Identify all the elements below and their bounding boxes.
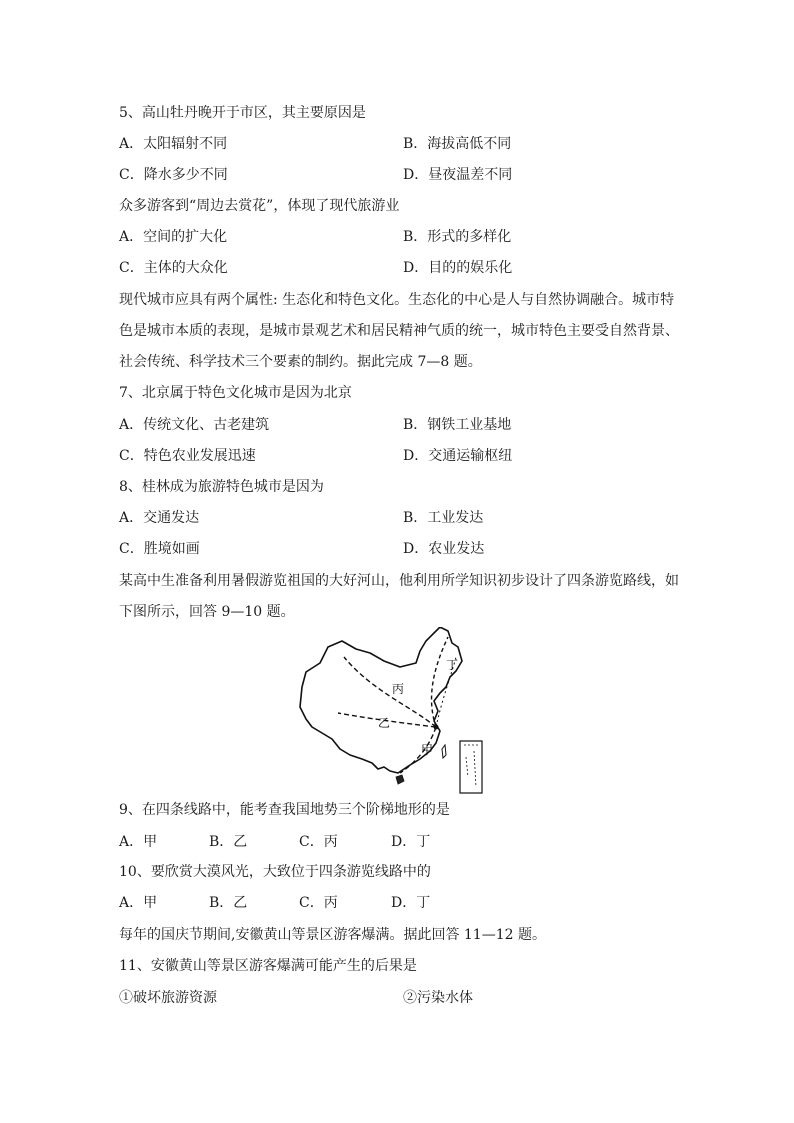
q10-option-b: B．乙 <box>209 895 248 911</box>
q9-option-d: D．丁 <box>391 834 431 850</box>
route-ding-line <box>432 637 448 727</box>
q9-option-b: B．乙 <box>209 834 248 850</box>
passage2-line-2: 下图所示，回答 9—10 题。 <box>119 604 295 620</box>
passage2-line-1: 某高中生准备利用暑假游览祖国的大好河山，他利用所学知识初步设计了四条游览路线，如 <box>119 573 679 589</box>
q10-option-a: A．甲 <box>119 895 158 911</box>
china-map-svg <box>292 627 492 797</box>
q5-stem: 5、高山牡丹晚开于市区，其主要原因是 <box>119 105 366 121</box>
q11-option-1: ①破坏旅游资源 <box>119 990 217 1006</box>
q7-stem: 7、北京属于特色文化城市是因为北京 <box>119 385 352 401</box>
taiwan-island <box>442 745 446 758</box>
q6-stem: 众多游客到“周边去赏花”，体现了现代旅游业 <box>119 198 400 214</box>
q6-option-d: D．目的的娱乐化 <box>403 260 513 276</box>
q8-option-a: A．交通发达 <box>119 510 200 526</box>
route-label-ding: 丁 <box>446 658 459 672</box>
q9-option-c: C．丙 <box>299 834 338 850</box>
passage1-line-2: 色是城市本质的表现，是城市景观艺术和居民精神气质的统一，城市特色主要受自然背景、 <box>119 323 679 339</box>
route-label-jia: 甲 <box>421 743 434 757</box>
q6-option-b: B．形式的多样化 <box>403 229 512 245</box>
q11-stem: 11、安徽黄山等景区游客爆满可能产生的后果是 <box>119 958 417 974</box>
china-route-map <box>292 627 492 797</box>
hainan-island <box>396 775 404 784</box>
q10-option-c: C．丙 <box>299 895 338 911</box>
q5-option-d: D．昼夜温差不同 <box>403 167 513 183</box>
q6-option-a: A．空间的扩大化 <box>119 229 228 245</box>
q5-option-a: A．太阳辐射不同 <box>119 136 228 152</box>
route-label-yi: 乙 <box>378 716 391 730</box>
inset-dashed-lines <box>464 745 478 787</box>
q5-option-b: B．海拔高低不同 <box>403 136 512 152</box>
q11-option-2: ②污染水体 <box>403 990 473 1006</box>
q7-option-b: B．钢铁工业基地 <box>403 417 512 433</box>
passage1-line-3: 社会传统、科学技术三个要素的制约。据此完成 7—8 题。 <box>119 354 482 370</box>
china-outline <box>300 627 462 773</box>
q7-option-c: C．特色农业发展迅速 <box>119 448 256 464</box>
route-label-bing: 丙 <box>392 682 405 696</box>
passage3-line-1: 每年的国庆节期间,安徽黄山等景区游客爆满。据此回答 11—12 题。 <box>119 927 546 943</box>
q9-stem: 9、在四条线路中，能考查我国地势三个阶梯地形的是 <box>119 802 450 818</box>
q9-option-a: A．甲 <box>119 834 158 850</box>
q8-option-b: B．工业发达 <box>403 510 484 526</box>
q10-option-d: D．丁 <box>391 895 431 911</box>
q8-option-c: C．胜境如画 <box>119 541 200 557</box>
q8-stem: 8、桂林成为旅游特色城市是因为 <box>119 479 324 495</box>
passage1-line-1: 现代城市应具有两个属性: 生态化和特色文化。生态化的中心是人与自然协调融合。城市特 <box>119 292 675 308</box>
south-china-sea-inset <box>460 741 482 793</box>
q8-option-d: D．农业发达 <box>403 541 485 557</box>
q6-option-c: C．主体的大众化 <box>119 260 228 276</box>
q10-stem: 10、要欣赏大漠风光，大致位于四条游览线路中的 <box>119 864 431 880</box>
q7-option-a: A．传统文化、古老建筑 <box>119 417 270 433</box>
q7-option-d: D．交通运输枢纽 <box>403 448 513 464</box>
q5-option-c: C．降水多少不同 <box>119 167 228 183</box>
